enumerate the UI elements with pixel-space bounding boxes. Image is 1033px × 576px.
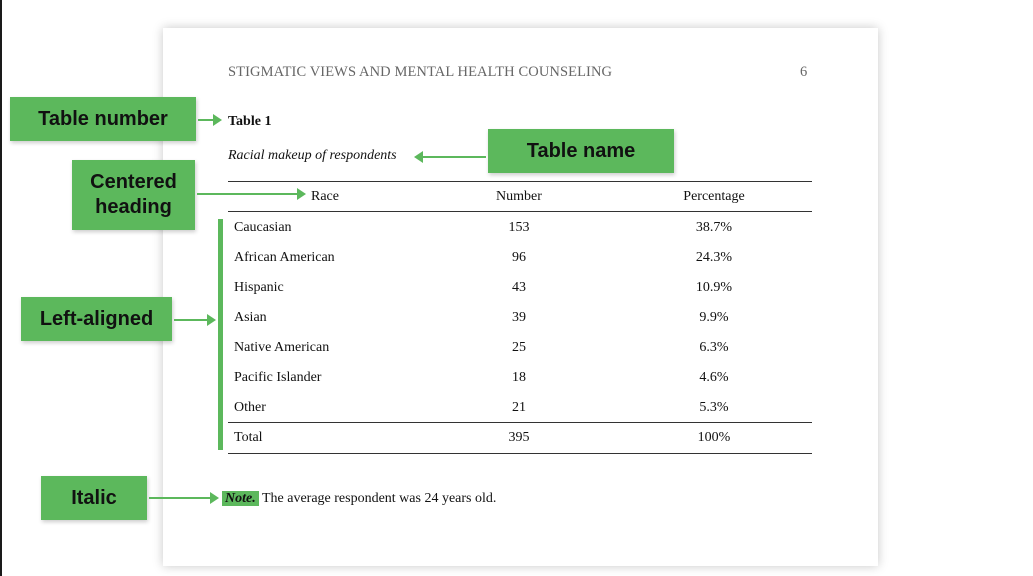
row-percentage: 24.3%	[695, 250, 733, 265]
header-percentage: Percentage	[683, 189, 745, 204]
row-number: 18	[512, 370, 526, 385]
row-percentage: 9.9%	[699, 310, 729, 325]
callout-centered-heading	[72, 160, 195, 230]
header-number: Number	[496, 189, 542, 204]
row-number: 153	[508, 220, 530, 235]
arrow-centered-heading	[197, 193, 304, 195]
row-percentage: 6.3%	[699, 340, 729, 355]
row-race: Native American	[234, 340, 330, 355]
table-number: Table 1	[228, 114, 272, 129]
note-label: Note.	[222, 491, 259, 506]
row-race: Pacific Islander	[234, 370, 322, 385]
left-edge-border	[0, 0, 2, 576]
row-race: Other	[234, 400, 266, 415]
total-number: 395	[508, 430, 530, 445]
row-race: Caucasian	[234, 220, 292, 235]
header-race: Race	[311, 189, 339, 204]
row-percentage: 38.7%	[695, 220, 733, 235]
table-bottom-rule	[228, 453, 812, 454]
table-total-rule	[228, 422, 812, 423]
row-race: African American	[234, 250, 335, 265]
row-percentage: 5.3%	[699, 400, 729, 415]
callout-centered-line2: heading	[95, 196, 172, 218]
arrow-italic	[149, 497, 217, 499]
row-race: Hispanic	[234, 280, 284, 295]
callout-left-aligned: Left-aligned	[21, 297, 172, 341]
row-number: 25	[512, 340, 526, 355]
arrow-table-name	[416, 156, 486, 158]
row-race: Asian	[234, 310, 267, 325]
arrow-table-number	[198, 119, 220, 121]
row-number: 43	[512, 280, 526, 295]
arrow-left-aligned	[174, 319, 214, 321]
callout-table-name: Table name	[488, 129, 674, 173]
total-label: Total	[234, 430, 263, 445]
row-number: 96	[512, 250, 526, 265]
total-percentage: 100%	[697, 430, 731, 445]
table-header-rule	[228, 211, 812, 212]
running-head: STIGMATIC VIEWS AND MENTAL HEALTH COUNSELING	[228, 64, 613, 80]
callout-italic: Italic	[41, 476, 147, 520]
page-number: 6	[800, 64, 808, 80]
table-top-rule	[228, 181, 812, 182]
table-note	[225, 491, 497, 507]
row-percentage: 4.6%	[699, 370, 729, 385]
row-number: 39	[512, 310, 526, 325]
callout-table-number: Table number	[10, 97, 196, 141]
row-percentage: 10.9%	[695, 280, 733, 295]
document-page	[163, 28, 878, 566]
table-name: Racial makeup of respondents	[228, 148, 397, 163]
row-number: 21	[512, 400, 526, 415]
left-aligned-bracket	[218, 219, 223, 450]
note-text: The average respondent was 24 years old.	[258, 491, 497, 506]
callout-centered-line1: Centered	[90, 171, 177, 193]
